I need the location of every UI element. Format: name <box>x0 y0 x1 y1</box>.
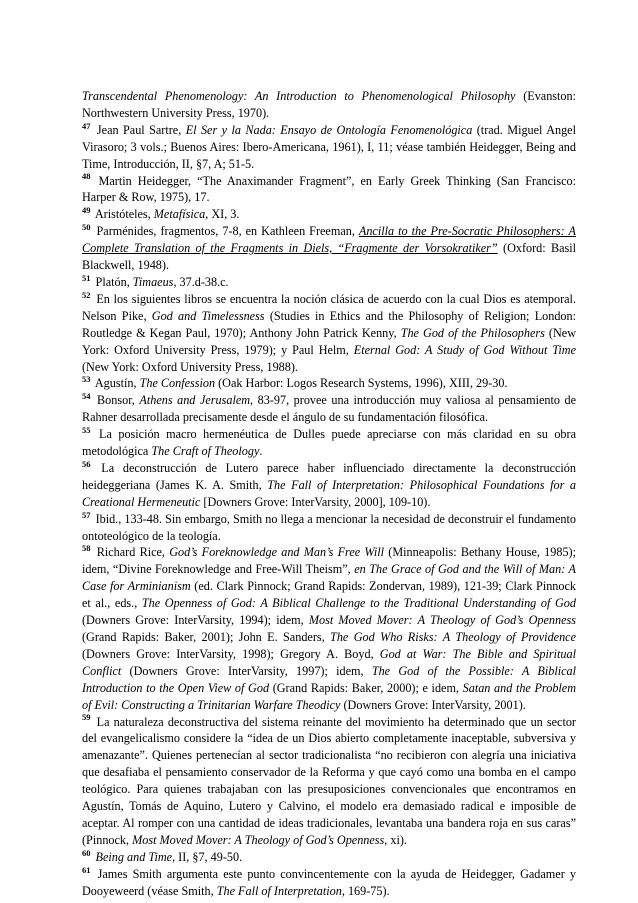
footnote-number: 47 <box>82 120 91 131</box>
footnote-title: en The Grace of God and the Will of Man: A Case for Arminianism <box>82 562 576 594</box>
footnote-number: 58 <box>82 543 91 554</box>
footnotes-page <box>82 88 576 900</box>
footnote-47 <box>82 122 576 173</box>
footnote-text: (Downers Grove: InterVarsity, 1994); idem, <box>82 613 309 628</box>
footnote-text: Richard Rice, <box>92 545 170 560</box>
footnote-50 <box>82 223 576 274</box>
footnote-48 <box>82 173 576 207</box>
footnote-number: 49 <box>82 205 91 216</box>
footnote-title: El Ser y la Nada: Ensayo de Ontología Fenomenológica <box>185 122 473 137</box>
footnote-number: 61 <box>82 864 91 875</box>
footnote-title: Transcendental Phenomenology: An Introduction to Phenomenological Philosophy <box>82 89 516 103</box>
footnote-number: 52 <box>82 289 91 300</box>
footnote-text: , XI, 3. <box>205 207 240 222</box>
footnote-number: 56 <box>82 458 91 469</box>
footnote-text: Martin Heidegger, “The Anaximander Fragment”, en Early Greek Thinking (San Francisco: Harper & Row, 1975), 17. <box>82 173 576 205</box>
footnote-number: 51 <box>82 272 91 283</box>
footnote-text: (Downers Grove: InterVarsity, 1998); Gregory A. Boyd, <box>82 646 380 661</box>
footnote-text: , II, §7, 49-50. <box>172 849 243 864</box>
footnote-title: Ancilla to the Pre-Socratic Philosophers: A Complete Translation of the Fragments in Diels, “Fragmente der Vorsokratiker” <box>82 224 576 256</box>
footnote-text: (New York: Oxford University Press, 1979); y Paul Helm, <box>82 325 576 357</box>
footnote-title: The Openness of God: A Biblical Challenge to the Traditional Understanding of God <box>141 596 576 611</box>
footnote-55 <box>82 426 576 460</box>
footnote-title: Most Moved Mover: A Theology of God’s Openness <box>308 613 576 628</box>
footnote-title: Eternal God: A Study of God Without Time <box>353 342 576 357</box>
footnote-text: (Downers Grove: InterVarsity, 2001). <box>340 697 526 712</box>
footnote-text: (Oak Harbor: Logos Research Systems, 1996), XIII, 29-30. <box>215 376 508 391</box>
footnote-text: , 169-75). <box>341 883 390 898</box>
footnote-53 <box>82 375 576 392</box>
footnote-title: Metafísica <box>153 207 206 222</box>
footnote-title: God at War: The Bible and Spiritual Conflict <box>82 646 576 678</box>
footnote-text: (Grand Rapids: Baker, 2001); John E. Sanders, <box>82 630 331 644</box>
footnote-title: The Fall of Interpretation <box>216 883 342 898</box>
footnote-text: (New York: Oxford University Press, 1988). <box>82 359 298 374</box>
footnote-56 <box>82 460 576 511</box>
footnote-text: (Minneapolis: Bethany House, 1985); idem, “Divine Foreknowledge and Free-Will Theism”, <box>82 545 576 577</box>
footnote-number: 50 <box>82 222 91 233</box>
footnote-text: (trad. Miguel Angel Virasoro; 3 vols.; Buenos Aires: Ibero-Americana, 1961), I, 11; véase también Heidegger, Being and Time, Introducción, II, §7, A; 51-5. <box>82 122 576 171</box>
footnote-text: (Grand Rapids: Baker, 2000); e idem, <box>269 680 463 695</box>
footnote-text: Platón, <box>92 274 133 289</box>
footnote-text: , 37.d-38.c. <box>173 274 229 289</box>
footnote-text: [Downers Grove: InterVarsity, 2000], 109-10). <box>200 494 431 509</box>
footnote-text: (Downers Grove: InterVarsity, 1997); idem, <box>121 663 372 678</box>
footnote-text: . <box>259 444 263 459</box>
footnote-number: 48 <box>82 171 91 182</box>
footnote-text: Parménides, fragmentos, 7-8, en Kathleen Freeman, <box>92 224 359 239</box>
footnote-number: 55 <box>82 425 91 436</box>
footnote-text: La posición macro hermenéutica de Dulles puede apreciarse con más claridad en su obra metodológica <box>82 427 576 459</box>
footnote-49 <box>82 206 576 223</box>
footnote-text: , xi). <box>384 832 407 847</box>
footnote-title: Being and Time <box>95 849 173 864</box>
footnote-60 <box>82 849 576 866</box>
footnote-title: Timaeus <box>132 274 174 289</box>
footnote-text: En los siguientes libros se encuentra la noción clásica de acuerdo con la cual Dios es atemporal. Nelson Pike, <box>82 291 576 323</box>
footnote-number: 54 <box>82 391 91 402</box>
footnote-title: The God of the Possible: A Biblical Introduction to the Open View of God <box>82 663 576 695</box>
footnote-text: La deconstrucción de Lutero parece haber influenciado directamente la deconstrucción heideggeriana (James K. A. Smith, <box>82 460 576 492</box>
footnote-number: 53 <box>82 374 91 385</box>
footnote-title: God and Timelessness <box>151 308 265 323</box>
footnote-title: The God Who Risks: A Theology of Providence <box>330 630 576 644</box>
footnote-continued <box>82 88 576 122</box>
footnote-title: The Fall of Interpretation: Philosophical Foundations for a Creational Hermeneutic <box>82 477 576 509</box>
footnote-title: The Confession <box>139 376 216 391</box>
footnote-text: (Evanston: Northwestern University Press, 1970). <box>82 89 576 120</box>
footnote-61 <box>82 866 576 900</box>
footnote-57 <box>82 511 576 545</box>
footnote-51 <box>82 274 576 291</box>
footnote-number: 60 <box>82 847 91 858</box>
footnote-title: The Craft of Theology <box>151 444 260 459</box>
footnote-text: Agustín, <box>92 376 140 391</box>
footnote-text: La naturaleza deconstructiva del sistema reinante del movimiento ha determinado que un sector del evangelicalismo considere la “idea de un Dios abierto completamente inaceptable, subversiva y amenazante”. Quienes pertenecían al sector tradicionalista “no recibieron con alegría una iniciativa que desafiaba el pensamiento conservador de la Reforma y que cayó como una bomba en el campo teológico. Para quienes trabajaban con las presuposiciones convencionales que encontramos en Agustín, Tomás de Aquino, Lutero y Calvino, el modelo era demasiado radical e imposible de aceptar. Al romper con una cantidad de ideas tradicionales, levantaba una bandera roja en sus caras” (Pinnock, <box>82 714 576 847</box>
footnote-title: Most Moved Mover: A Theology of God’s Openness <box>132 832 385 847</box>
footnote-52 <box>82 291 576 376</box>
footnote-59 <box>82 714 576 849</box>
footnote-title: The God of the Philosophers <box>400 325 545 340</box>
footnote-number: 59 <box>82 712 91 723</box>
footnote-title: Athens and Jerusalem <box>139 393 251 408</box>
footnote-text: , 83-97, provee una introducción muy valiosa al pensamiento de Rahner desarrollada precisamente desde el ángulo de su fundamentación filosófica. <box>82 393 576 425</box>
footnote-title: God’s Foreknowledge and Man’s Free Will <box>169 545 385 560</box>
footnote-text: (Oxford: Basil Blackwell, 1948). <box>82 241 577 273</box>
footnote-text: James Smith argumenta este punto convincentemente con la ayuda de Heidegger, Gadamer y Dooyeweerd (véase Smith, <box>82 866 576 898</box>
footnote-number: 57 <box>82 509 91 520</box>
footnote-text: Bonsor, <box>92 393 140 408</box>
footnote-text: (Studies in Ethics and the Philosophy of Religion; London: Routledge & Kegan Paul, 1970); Anthony John Patrick Kenny, <box>82 308 576 340</box>
footnote-58 <box>82 544 576 713</box>
footnote-text: Ibid., 133-48. Sin embargo, Smith no llega a mencionar la necesidad de deconstruir el fundamento ontoteológico de la teología. <box>82 511 576 543</box>
footnote-title: Satan and the Problem of Evil: Constructing a Trinitarian Warfare Theodicy <box>82 680 577 712</box>
footnote-text: (ed. Clark Pinnock; Grand Rapids: Zondervan, 1989), 121-39; Clark Pinnock et al., eds., <box>82 579 576 611</box>
footnote-text: Jean Paul Sartre, <box>92 122 186 137</box>
footnote-54 <box>82 392 576 426</box>
footnote-text: Aristóteles, <box>92 207 154 222</box>
